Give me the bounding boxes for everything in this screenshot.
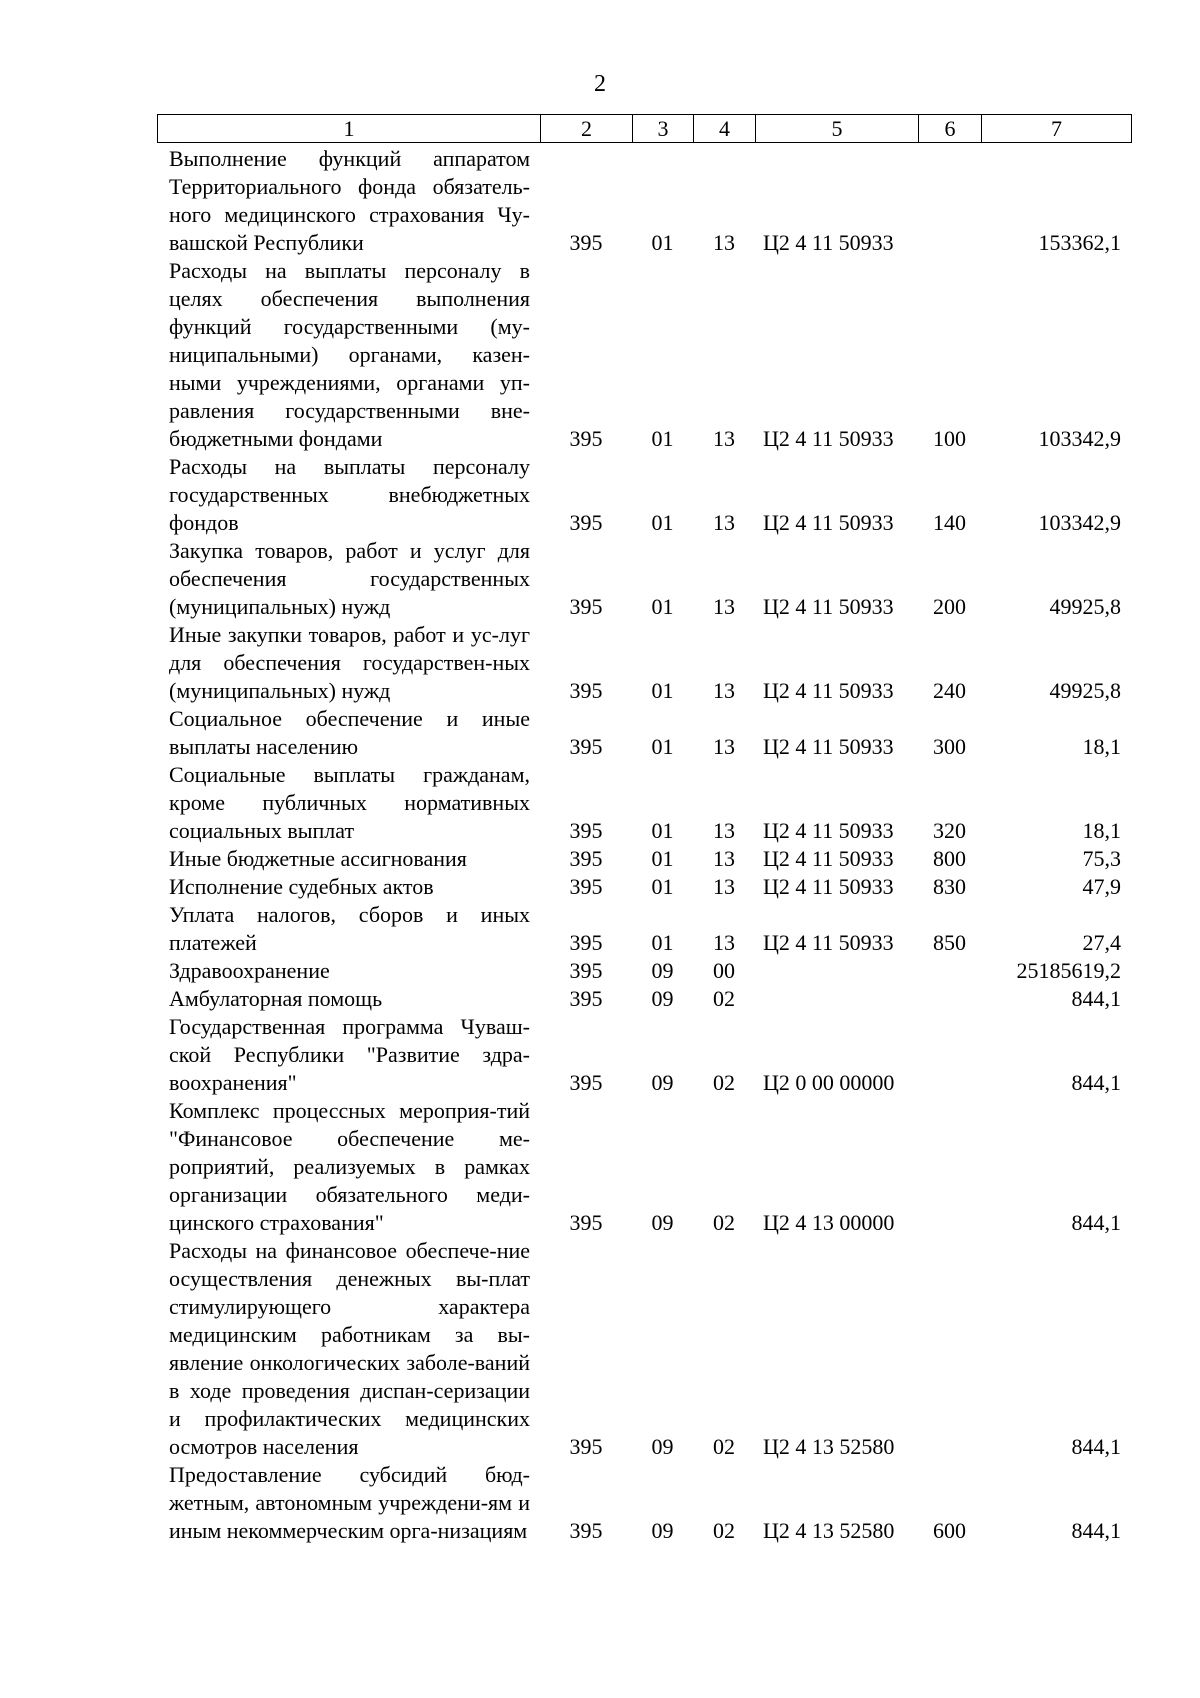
row-col-2: 395 [569,510,603,535]
row-col-4: 13 [713,818,735,843]
row-col-6 [918,1237,981,1461]
page-number: 2 [594,71,606,97]
header-col-3: 3 [633,115,694,143]
row-col-7: 844,1 [1071,1210,1121,1235]
row-col-2: 395 [569,1070,603,1095]
row-col-4: 13 [713,874,735,899]
row-col-3: 01 [651,846,674,871]
row-col-7: 153362,1 [1038,230,1121,255]
row-col-5: Ц2 4 11 50933 [763,734,894,759]
row-col-3: 09 [651,1210,674,1235]
row-name: Иные бюджетные ассигнования [169,846,467,871]
row-col-6 [918,145,981,257]
row-col-5: Ц2 4 11 50933 [763,930,894,955]
row-col-7: 103342,9 [1038,426,1121,451]
row-col-3: 01 [651,678,674,703]
row-col-6: 850 [933,930,966,955]
row-col-6 [918,1097,981,1237]
row-col-7: 47,9 [1082,874,1121,899]
row-name: Здравоохранение [169,958,330,983]
row-col-2: 395 [569,594,603,619]
row-name: Социальное обеспечение и иные выплаты населению [169,706,530,759]
row-col-4: 13 [713,930,735,955]
row-name: Закупка товаров, работ и услуг для обеспечения государственных (муниципальных) нужд [169,538,530,619]
header-col-5: 5 [756,115,919,143]
row-col-4: 02 [713,1070,735,1095]
row-col-7: 18,1 [1082,734,1121,759]
row-col-3: 09 [651,958,674,983]
row-col-2: 395 [569,1210,603,1235]
row-name: Иные закупки товаров, работ и ус-луг для обеспечения государствен-ных (муниципальных) нужд [169,622,530,703]
row-col-3: 01 [651,930,674,955]
header-row [158,115,1132,143]
row-col-5: Ц2 4 13 52580 [763,1518,895,1543]
row-col-6 [918,1013,981,1097]
row-col-3: 01 [651,594,674,619]
row-col-4: 13 [713,510,735,535]
row-name: Социальные выплаты гражданам, кроме публичных нормативных социальных выплат [169,762,530,843]
header-col-6: 6 [919,115,982,143]
row-col-7: 25185619,2 [1016,958,1121,983]
row-col-7: 844,1 [1071,986,1121,1011]
row-col-2: 395 [569,426,603,451]
table-row [157,145,1131,257]
row-col-2: 395 [569,986,603,1011]
row-col-2: 395 [569,874,603,899]
row-col-2: 395 [569,958,603,983]
table-row [157,873,1131,901]
row-col-2: 395 [569,734,603,759]
row-col-4: 13 [713,426,735,451]
header-col-1: 1 [158,115,541,143]
row-col-3: 09 [651,986,674,1011]
row-col-3: 09 [651,1518,674,1543]
table-header [157,114,1132,143]
table-row [157,1097,1131,1237]
row-col-5: Ц2 4 13 00000 [763,1210,895,1235]
row-col-5 [755,985,918,1013]
row-col-7: 844,1 [1071,1434,1121,1459]
row-col-3: 09 [651,1070,674,1095]
row-col-3: 01 [651,874,674,899]
row-col-4: 00 [713,958,735,983]
row-col-4: 02 [713,1518,735,1543]
table-row [157,761,1131,845]
table-row [157,1013,1131,1097]
row-col-4: 13 [713,846,735,871]
row-col-2: 395 [569,678,603,703]
row-name: Предоставление субсидий бюд-жетным, автономным учреждени-ям и иным некоммерческим орга-низациям [169,1462,530,1543]
row-col-4: 13 [713,678,735,703]
row-col-3: 01 [651,510,674,535]
row-col-6: 830 [933,874,966,899]
row-col-2: 395 [569,818,603,843]
table-row [157,985,1131,1013]
row-col-7: 844,1 [1071,1518,1121,1543]
row-col-2: 395 [569,930,603,955]
row-col-5: Ц2 4 11 50933 [763,818,894,843]
row-name: Уплата налогов, сборов и иных платежей [169,902,530,955]
row-col-3: 01 [651,230,674,255]
row-col-5: Ц2 4 11 50933 [763,510,894,535]
row-col-7: 103342,9 [1038,510,1121,535]
row-name: Расходы на выплаты персоналу в целях обеспечения выполнения функций государственными (му-ниципальными) органами, казен-ными учреждениями, органами уп-равления государственными вне-бюджетными фондами [169,258,530,451]
row-col-5: Ц2 4 11 50933 [763,426,894,451]
row-col-5: Ц2 4 11 50933 [763,594,894,619]
row-col-7: 49925,8 [1049,678,1121,703]
row-col-2: 395 [569,1518,603,1543]
header-col-2: 2 [541,115,633,143]
row-col-3: 01 [651,818,674,843]
row-name: Расходы на финансовое обеспече-ние осуществления денежных вы-плат стимулирующего характера медицинским работникам за вы-явление онкологических заболе-ваний в ходе проведения диспан-серизации и профилактических медицинских осмотров населения [169,1238,530,1459]
row-col-7: 18,1 [1082,818,1121,843]
row-col-2: 395 [569,846,603,871]
row-name: Государственная программа Чуваш-ской Республики "Развитие здра-воохранения" [169,1014,530,1095]
table-row [157,537,1131,621]
row-col-4: 02 [713,1210,735,1235]
row-col-7: 27,4 [1082,930,1121,955]
row-col-5: Ц2 4 11 50933 [763,874,894,899]
table-row [157,453,1131,537]
row-name: Расходы на выплаты персоналу государственных внебюджетных фондов [169,454,530,535]
row-col-6: 600 [933,1518,966,1543]
row-col-4: 13 [713,230,735,255]
row-col-3: 01 [651,426,674,451]
row-col-2: 395 [569,1434,603,1459]
table-row [157,1461,1131,1545]
row-col-2: 395 [569,230,603,255]
table-row [157,901,1131,957]
row-col-3: 09 [651,1434,674,1459]
table-row [157,705,1131,761]
row-col-6: 300 [933,734,966,759]
row-col-7: 75,3 [1082,846,1121,871]
row-col-3: 01 [651,734,674,759]
table-row [157,1237,1131,1461]
row-col-6: 800 [933,846,966,871]
row-col-4: 13 [713,734,735,759]
row-col-5: Ц2 4 13 52580 [763,1434,895,1459]
row-col-6 [918,957,981,985]
row-name: Комплекс процессных мероприя-тий "Финансовое обеспечение ме-роприятий, реализуемых в рамках организации обязательного меди-цинского страхования" [169,1098,530,1235]
row-col-6: 200 [933,594,966,619]
table-row [157,257,1131,453]
row-col-4: 02 [713,1434,735,1459]
row-col-4: 02 [713,986,735,1011]
row-name: Амбулаторная помощь [169,986,383,1011]
table-row [157,845,1131,873]
row-col-6: 320 [933,818,966,843]
row-col-6 [918,985,981,1013]
row-col-6: 240 [933,678,966,703]
row-col-5: Ц2 0 00 00000 [763,1070,895,1095]
row-name: Выполнение функций аппаратом Территориального фонда обязатель-ного медицинского страхования Чу-вашской Республики [169,146,530,255]
row-col-6: 100 [933,426,966,451]
row-col-5: Ц2 4 11 50933 [763,846,894,871]
budget-table [157,145,1131,1545]
row-col-6: 140 [933,510,966,535]
header-col-7: 7 [982,115,1132,143]
table-row [157,621,1131,705]
header-col-4: 4 [694,115,756,143]
row-col-5 [755,957,918,985]
row-col-5: Ц2 4 11 50933 [763,678,894,703]
row-col-4: 13 [713,594,735,619]
row-name: Исполнение судебных актов [169,874,434,899]
row-col-7: 844,1 [1071,1070,1121,1095]
table-row [157,957,1131,985]
row-col-7: 49925,8 [1049,594,1121,619]
row-col-5: Ц2 4 11 50933 [763,230,894,255]
